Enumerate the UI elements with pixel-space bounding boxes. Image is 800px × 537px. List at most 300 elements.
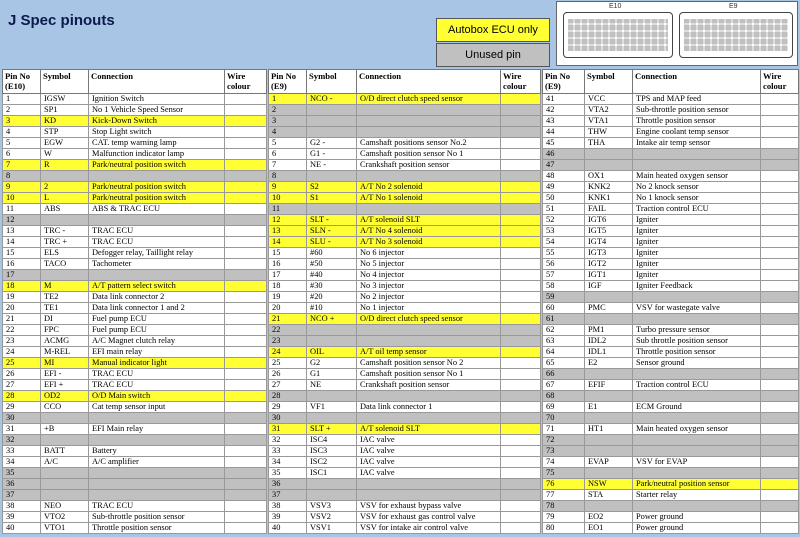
pin-number: 76 [543, 479, 585, 490]
wire-colour-cell [761, 292, 799, 303]
table-row [543, 501, 799, 512]
table-row [269, 127, 541, 138]
connection-cell: Throttle position sensor [89, 523, 225, 534]
connection-cell [357, 116, 501, 127]
table-row [3, 446, 267, 457]
connection-cell: IAC valve [357, 457, 501, 468]
pin-number: 35 [3, 468, 41, 479]
pin-number: 43 [543, 116, 585, 127]
connection-cell: Data link connector 2 [89, 292, 225, 303]
pin-number: 31 [269, 424, 307, 435]
pin-number: 68 [543, 391, 585, 402]
pin-number: 17 [3, 270, 41, 281]
pin-number: 42 [543, 105, 585, 116]
connection-cell: VSV for wastegate valve [633, 303, 761, 314]
table-row [3, 314, 267, 325]
symbol-cell: G2 [307, 358, 357, 369]
table-row [269, 325, 541, 336]
table-row [269, 391, 541, 402]
wire-colour-cell [761, 116, 799, 127]
table-row [543, 94, 799, 105]
pin-no-header-text: (E9) [545, 81, 561, 91]
wire-colour-cell [501, 237, 541, 248]
symbol-cell: IGF [585, 281, 633, 292]
wire-colour-cell [761, 380, 799, 391]
wire-colour-header-text: colour [227, 81, 251, 91]
pin-number: 15 [3, 248, 41, 259]
symbol-cell [585, 149, 633, 160]
wire-colour-cell [225, 270, 267, 281]
table-row [269, 336, 541, 347]
pin-number: 6 [3, 149, 41, 160]
connection-cell: A/T solenoid SLT [357, 424, 501, 435]
pin-number: 48 [543, 171, 585, 182]
wire-colour-cell [501, 325, 541, 336]
table-row [3, 105, 267, 116]
pin-number: 13 [3, 226, 41, 237]
connection-cell [357, 391, 501, 402]
table-row [543, 336, 799, 347]
symbol-cell: EFI - [41, 369, 89, 380]
symbol-cell [307, 116, 357, 127]
wire-colour-cell [501, 369, 541, 380]
pin-number: 16 [3, 259, 41, 270]
wire-colour-cell [225, 479, 267, 490]
connection-cell [89, 413, 225, 424]
connection-cell: Camshaft positions sensor No.2 [357, 138, 501, 149]
pin-number: 46 [543, 149, 585, 160]
table-row [3, 512, 267, 523]
pin-number: 54 [543, 237, 585, 248]
pin-number: 75 [543, 468, 585, 479]
symbol-cell: VTA2 [585, 105, 633, 116]
pin-number: 26 [269, 369, 307, 380]
connection-cell: Igniter [633, 259, 761, 270]
wire-colour-cell [225, 523, 267, 534]
pin-number: 28 [3, 391, 41, 402]
symbol-cell [307, 391, 357, 402]
table-row [3, 215, 267, 226]
connection-cell: TPS and MAP feed [633, 94, 761, 105]
symbol-cell: G1 [307, 369, 357, 380]
table-row [3, 380, 267, 391]
wire-colour-cell [501, 424, 541, 435]
wire-colour-cell [225, 237, 267, 248]
pin-no-header-text: Pin No [5, 71, 31, 81]
connection-cell: Main heated oxygen sensor [633, 424, 761, 435]
connection-cell: Crankshaft position sensor [357, 160, 501, 171]
connection-cell: ECM Ground [633, 402, 761, 413]
table-row [543, 490, 799, 501]
connection-cell: IAC valve [357, 435, 501, 446]
symbol-cell: ISC4 [307, 435, 357, 446]
connection-cell: Igniter [633, 226, 761, 237]
table-row [543, 523, 799, 534]
pin-number: 21 [269, 314, 307, 325]
connection-cell: TRAC ECU [89, 237, 225, 248]
pin-number: 67 [543, 380, 585, 391]
pin-number: 27 [269, 380, 307, 391]
table-row [543, 248, 799, 259]
symbol-cell: EFI + [41, 380, 89, 391]
pin-number: 21 [3, 314, 41, 325]
pin-number: 51 [543, 204, 585, 215]
connection-cell: Power ground [633, 512, 761, 523]
connection-cell: TRAC ECU [89, 226, 225, 237]
connection-cell: Park/neutral position switch [89, 160, 225, 171]
symbol-header [307, 70, 357, 94]
symbol-cell [41, 435, 89, 446]
wire-colour-cell [501, 160, 541, 171]
wire-colour-cell [761, 402, 799, 413]
table-row [3, 182, 267, 193]
table-row [543, 116, 799, 127]
symbol-cell: ELS [41, 248, 89, 259]
wire-colour-cell [761, 490, 799, 501]
wire-colour-cell [501, 501, 541, 512]
wire-colour-cell [225, 105, 267, 116]
symbol-cell: THW [585, 127, 633, 138]
symbol-header [41, 70, 89, 94]
connection-cell: No 1 Vehicle Speed Sensor [89, 105, 225, 116]
wire-colour-cell [501, 127, 541, 138]
symbol-cell: M-REL [41, 347, 89, 358]
wire-colour-cell [761, 336, 799, 347]
pin-number: 70 [543, 413, 585, 424]
pin-number: 77 [543, 490, 585, 501]
connection-cell: A/C amplifier [89, 457, 225, 468]
pin-number: 32 [3, 435, 41, 446]
table-row [543, 446, 799, 457]
pin-number: 71 [543, 424, 585, 435]
table-row [269, 457, 541, 468]
symbol-cell: EVAP [585, 457, 633, 468]
pin-number: 63 [543, 336, 585, 347]
connection-cell: EFI main relay [89, 347, 225, 358]
wire-colour-header-text: colour [763, 81, 787, 91]
pin-number: 14 [269, 237, 307, 248]
connection-cell: Park/neutral position sensor [633, 479, 761, 490]
table-row [3, 204, 267, 215]
wire-colour-cell [501, 149, 541, 160]
symbol-cell: HT1 [585, 424, 633, 435]
symbol-cell: FPC [41, 325, 89, 336]
wire-colour-cell [761, 325, 799, 336]
pin-number: 37 [3, 490, 41, 501]
symbol-cell: IDL1 [585, 347, 633, 358]
connection-cell: Intake air temp sensor [633, 138, 761, 149]
table-row [269, 303, 541, 314]
pin-number: 4 [3, 127, 41, 138]
pin-no-header [3, 70, 41, 94]
connection-cell: O/D direct clutch speed sensor [357, 314, 501, 325]
wire-colour-cell [501, 193, 541, 204]
table-row [543, 259, 799, 270]
pin-number: 20 [3, 303, 41, 314]
symbol-cell: OIL [307, 347, 357, 358]
connection-cell: Engine coolant temp sensor [633, 127, 761, 138]
pin-number: 26 [3, 369, 41, 380]
table-row [269, 171, 541, 182]
wire-colour-cell [501, 215, 541, 226]
wire-colour-cell [225, 94, 267, 105]
connection-cell [357, 127, 501, 138]
connection-cell [89, 270, 225, 281]
symbol-cell: TACO [41, 259, 89, 270]
wire-colour-cell [501, 336, 541, 347]
symbol-cell: PMC [585, 303, 633, 314]
symbol-cell: ABS [41, 204, 89, 215]
wire-colour-cell [225, 248, 267, 259]
table-row [543, 204, 799, 215]
pin-number: 4 [269, 127, 307, 138]
wire-colour-cell [225, 424, 267, 435]
table-row [543, 413, 799, 424]
wire-colour-cell [501, 259, 541, 270]
table-row [269, 490, 541, 501]
wire-colour-cell [501, 303, 541, 314]
wire-colour-cell [501, 435, 541, 446]
pin-number: 44 [543, 127, 585, 138]
table-row [543, 237, 799, 248]
pin-number: 30 [269, 413, 307, 424]
wire-colour-cell [225, 259, 267, 270]
table-row [543, 105, 799, 116]
connector-e9 [679, 12, 793, 58]
pin-number: 18 [3, 281, 41, 292]
symbol-cell: #60 [307, 248, 357, 259]
connection-cell: Ignition Switch [89, 94, 225, 105]
pin-number: 30 [3, 413, 41, 424]
connection-cell: TRAC ECU [89, 501, 225, 512]
table-row [269, 204, 541, 215]
pin-number: 25 [3, 358, 41, 369]
wire-colour-cell [225, 182, 267, 193]
connector-pins [568, 19, 668, 51]
wire-colour-cell [501, 171, 541, 182]
pin-number: 41 [543, 94, 585, 105]
connection-cell: Manual indicator light [89, 358, 225, 369]
wire-colour-cell [761, 358, 799, 369]
symbol-cell: IGT3 [585, 248, 633, 259]
table-row [3, 193, 267, 204]
wire-colour-header [501, 70, 541, 94]
symbol-cell: MI [41, 358, 89, 369]
connection-cell: Data link connector 1 [357, 402, 501, 413]
table-row [543, 127, 799, 138]
wire-colour-cell [761, 523, 799, 534]
wire-colour-cell [225, 215, 267, 226]
pin-number: 45 [543, 138, 585, 149]
wire-colour-cell [501, 490, 541, 501]
pin-number: 8 [269, 171, 307, 182]
table-row [3, 171, 267, 182]
connection-cell: Turbo pressure sensor [633, 325, 761, 336]
table-row [269, 413, 541, 424]
wire-colour-cell [761, 160, 799, 171]
table-row [269, 105, 541, 116]
symbol-cell: L [41, 193, 89, 204]
symbol-cell [307, 479, 357, 490]
pin-number: 80 [543, 523, 585, 534]
wire-colour-cell [501, 314, 541, 325]
pin-number: 2 [3, 105, 41, 116]
connection-cell: Igniter [633, 215, 761, 226]
symbol-cell: ISC3 [307, 446, 357, 457]
pin-number: 1 [269, 94, 307, 105]
symbol-cell: THA [585, 138, 633, 149]
table-row [269, 270, 541, 281]
table-row [3, 325, 267, 336]
connection-header [633, 70, 761, 94]
wire-colour-cell [501, 138, 541, 149]
wire-colour-cell [501, 182, 541, 193]
pin-number: 31 [3, 424, 41, 435]
table-row [269, 193, 541, 204]
symbol-cell: IGT4 [585, 237, 633, 248]
connection-cell: VSV for exhaust bypass valve [357, 501, 501, 512]
pin-number: 11 [3, 204, 41, 215]
symbol-cell: #50 [307, 259, 357, 270]
connection-cell: Traction control ECU [633, 204, 761, 215]
pin-number: 7 [269, 160, 307, 171]
pin-number: 24 [3, 347, 41, 358]
wire-colour-header-text: Wire [227, 71, 246, 81]
pin-number: 47 [543, 160, 585, 171]
wire-colour-cell [761, 171, 799, 182]
connection-cell: A/T No 1 solenoid [357, 193, 501, 204]
connection-cell [633, 391, 761, 402]
connection-cell [633, 369, 761, 380]
pin-number: 2 [269, 105, 307, 116]
pin-number: 38 [3, 501, 41, 512]
wire-colour-cell [501, 446, 541, 457]
symbol-cell [307, 127, 357, 138]
symbol-cell [307, 171, 357, 182]
symbol-cell [307, 413, 357, 424]
connection-cell: Sub throttle position sensor [633, 336, 761, 347]
connection-header-text: Connection [91, 71, 134, 81]
symbol-cell: IGSW [41, 94, 89, 105]
table-header-row [3, 70, 267, 94]
wire-colour-cell [761, 314, 799, 325]
symbol-cell: IGT5 [585, 226, 633, 237]
symbol-cell: OX1 [585, 171, 633, 182]
symbol-cell: EO1 [585, 523, 633, 534]
symbol-cell: VF1 [307, 402, 357, 413]
connection-cell: Traction control ECU [633, 380, 761, 391]
wire-colour-cell [761, 435, 799, 446]
table-row [3, 457, 267, 468]
symbol-cell [585, 292, 633, 303]
table-row [3, 281, 267, 292]
table-row [543, 435, 799, 446]
table-row [3, 479, 267, 490]
symbol-cell: VSV3 [307, 501, 357, 512]
table-row [269, 347, 541, 358]
pin-number: 22 [269, 325, 307, 336]
symbol-cell: #40 [307, 270, 357, 281]
table-row [269, 259, 541, 270]
table-row [543, 402, 799, 413]
pin-number: 57 [543, 270, 585, 281]
wire-colour-cell [501, 512, 541, 523]
wire-colour-cell [501, 204, 541, 215]
symbol-cell [307, 105, 357, 116]
symbol-cell: FAIL [585, 204, 633, 215]
symbol-cell: TE2 [41, 292, 89, 303]
wire-colour-cell [501, 523, 541, 534]
connection-cell [633, 446, 761, 457]
connection-cell: Sub-throttle position sensor [633, 105, 761, 116]
wire-colour-header-text: colour [503, 81, 527, 91]
wire-colour-cell [225, 325, 267, 336]
pin-no-header [543, 70, 585, 94]
symbol-cell: E1 [585, 402, 633, 413]
table-row [543, 303, 799, 314]
pinout-table-e10 [2, 69, 267, 534]
wire-colour-cell [225, 204, 267, 215]
pin-number: 23 [3, 336, 41, 347]
pin-number: 69 [543, 402, 585, 413]
table-row [3, 138, 267, 149]
symbol-cell: M [41, 281, 89, 292]
wire-colour-cell [761, 303, 799, 314]
table-row [269, 226, 541, 237]
pin-number: 40 [3, 523, 41, 534]
connection-cell [357, 325, 501, 336]
connection-cell: Sensor ground [633, 358, 761, 369]
table-row [3, 237, 267, 248]
pin-number: 66 [543, 369, 585, 380]
symbol-cell [585, 501, 633, 512]
table-row [543, 468, 799, 479]
connection-cell: CAT. temp warning lamp [89, 138, 225, 149]
symbol-cell: TRC + [41, 237, 89, 248]
table-row [3, 358, 267, 369]
table-header-row [543, 70, 799, 94]
table-row [543, 281, 799, 292]
table-row [543, 215, 799, 226]
table-row [3, 336, 267, 347]
symbol-cell [41, 215, 89, 226]
wire-colour-cell [501, 468, 541, 479]
connection-cell: A/T oil temp sensor [357, 347, 501, 358]
wire-colour-cell [501, 380, 541, 391]
connection-cell: TRAC ECU [89, 380, 225, 391]
symbol-cell: EFIF [585, 380, 633, 391]
symbol-cell [585, 468, 633, 479]
connection-cell: Camshaft position sensor No 2 [357, 358, 501, 369]
connection-cell: A/T No 2 solenoid [357, 182, 501, 193]
connection-cell: Igniter [633, 248, 761, 259]
connection-cell: TRAC ECU [89, 369, 225, 380]
pin-number: 32 [269, 435, 307, 446]
pin-number: 1 [3, 94, 41, 105]
pin-number: 49 [543, 182, 585, 193]
symbol-cell: TRC - [41, 226, 89, 237]
table-row [3, 259, 267, 270]
connection-cell: IAC valve [357, 446, 501, 457]
symbol-cell: R [41, 160, 89, 171]
pin-number: 3 [3, 116, 41, 127]
wire-colour-cell [761, 270, 799, 281]
symbol-cell: IGT6 [585, 215, 633, 226]
symbol-cell: #30 [307, 281, 357, 292]
wire-colour-cell [761, 479, 799, 490]
pin-number: 53 [543, 226, 585, 237]
symbol-cell: SP1 [41, 105, 89, 116]
